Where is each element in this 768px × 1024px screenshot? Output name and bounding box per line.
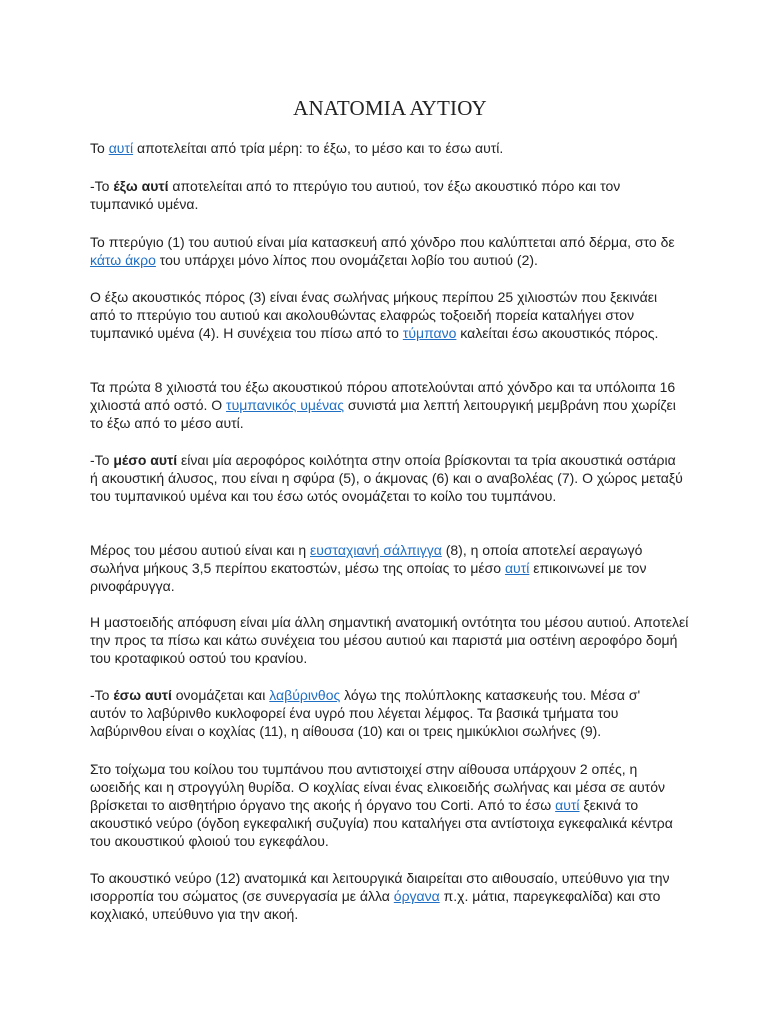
paragraph-eustachian-tube	[90, 541, 660, 595]
paragraph-pinna	[90, 233, 690, 269]
text-run: Το	[90, 140, 109, 156]
text-run: Ο έξω ακουστικός πόρος (3) είναι ένας σωλήνας μήκους περίπου 25 χιλιοστών που ξεκινάει από το πτερύγιο του αυτιού και ακολουθώντας ελαφρώς τοξοειδή πορεία καταλήγει στον τυμπανικό υμένα (4). Η συνέχεια του πίσω από το	[90, 289, 658, 341]
paragraph-ear-canal	[90, 288, 680, 342]
text-run: Το πτερύγιο (1) του αυτιού είναι μία κατασκευή από χόνδρο που καλύπτεται από δέρμα, στο δε	[90, 234, 675, 250]
paragraph-intro	[90, 139, 690, 157]
text-run: π.χ. μάτια, παρεγκεφαλίδα) και στο κοχλιακό, υπεύθυνο για την ακοή.	[90, 888, 661, 922]
text-run: -Το	[90, 687, 114, 703]
paragraph-outer-ear	[90, 177, 680, 213]
bold-term: έσω αυτί	[113, 687, 172, 703]
inline-link[interactable]: λαβύρινθος	[269, 687, 341, 703]
inline-link[interactable]: αυτί	[108, 140, 134, 156]
inline-link[interactable]: τύμπανο	[402, 325, 457, 341]
inline-link[interactable]: τυμπανικός υμένας	[226, 397, 345, 413]
bold-term: έξω αυτί	[113, 178, 169, 194]
text-run: Τα πρώτα 8 χιλιοστά του έξω ακουστικού πόρου αποτελούνται από χόνδρο και τα υπόλοιπα 16 χιλιοστά από οστό. Ο	[90, 379, 676, 413]
text-run: Η μαστοειδής απόφυση είναι μία άλλη σημαντική ανατομική οντότητα του μέσου αυτιού. Αποτελεί την προς τα πίσω και κάτω συνέχεια του μέσου αυτιού και παριστά μια οστέινη αεροφόρο δομή του κροταφικού οστού του κρανίου.	[90, 614, 689, 666]
text-run: Στο τοίχωμα του κοίλου του τυμπάνου που αντιστοιχεί στην αίθουσα υπάρχουν 2 οπές, η ωοειδής και η στρογγύλη θυρίδα. Ο κοχλίας είναι ένας ελικοειδής σωλήνας και μέσα σε αυτόν βρίσκεται το αισθητήριο όργανο της ακοής ή όργανο του Corti. Από το έσω	[90, 761, 665, 813]
inline-link[interactable]: κάτω άκρο	[90, 252, 156, 268]
text-run: του υπάρχει μόνο λίπος που ονομάζεται λοβίο του αυτιού (2).	[155, 252, 538, 268]
text-run: αποτελείται από τρία μέρη: το έξω, το μέσο και το έσω αυτί.	[133, 140, 504, 156]
bold-term: μέσο αυτί	[113, 452, 178, 468]
paragraph-windows-cochlea	[90, 760, 676, 850]
text-run: Το ακουστικό νεύρο (12) ανατομικά και λειτουργικά διαιρείται στο αιθουσαίο, υπεύθυνο για την ισορροπία του σώματος (σε συνεργασία με άλλα	[90, 870, 670, 904]
paragraph-acoustic-nerve	[90, 869, 680, 923]
document-title: ΑΝΑΤΟΜΙΑ ΑΥΤΙΟΥ	[293, 96, 487, 120]
text-run: είναι μία αεροφόρος κοιλότητα στην οποία βρίσκονται τα τρία ακουστικά οστάρια ή ακουστική άλυσος, που είναι η σφύρα (5), ο άκμονας (6) και ο αναβολέας (7). Ο χώρος μεταξύ του τυμπανικού υμένα και του έσω ωτός ονομάζεται το κοίλο του τυμπάνου.	[90, 452, 683, 504]
text-run: επικοινωνεί με τον ρινοφάρυγγα.	[90, 560, 647, 594]
paragraph-inner-ear	[90, 686, 680, 740]
text-run: συνιστά μια λεπτή λειτουργική μεμβράνη που χωρίζει το έξω από το μέσο αυτί.	[90, 397, 676, 431]
text-run: (8), η οποία αποτελεί αεραγωγό σωλήνα μήκους 3,5 περίπου εκατοστών, μέσω της οποίας το μέσο	[90, 542, 643, 576]
inline-link[interactable]: αυτί	[504, 560, 530, 576]
inline-link[interactable]: όργανα	[393, 888, 440, 904]
text-run: Μέρος του μέσου αυτιού είναι και η	[90, 542, 311, 558]
text-run: ξεκινά το ακουστικό νεύρο (όγδοη εγκεφαλική συζυγία) που καταλήγει στα αντίστοιχα εγκεφαλικά κέντρα του ακουστικού φλοιού του εγκεφάλου.	[90, 797, 673, 849]
paragraph-middle-ear	[90, 451, 686, 505]
text-run: ονομάζεται και	[171, 687, 270, 703]
text-run: -Το	[90, 452, 114, 468]
paragraph-canal-composition	[90, 378, 680, 432]
paragraph-mastoid	[90, 613, 690, 667]
text-run: -Το	[90, 178, 114, 194]
text-run: καλείται έσω ακουστικός πόρος.	[456, 325, 659, 341]
text-run: λόγω της πολύπλοκης κατασκευής του. Μέσα σ' αυτόν το λαβύρινθο κυκλοφορεί ένα υγρό που λέγεται λέμφος. Τα βασικά τμήματα του λαβύρινθου είναι ο κοχλίας (11), η αίθουσα (10) και οι τρεις ημικύκλιοι σωλήνες (9).	[90, 687, 641, 739]
document-page	[90, 0, 690, 922]
inline-link[interactable]: αυτί	[555, 797, 580, 813]
inline-link[interactable]: ευσταχιανή σάλπιγγα	[310, 542, 442, 558]
text-run: αποτελείται από το πτερύγιο του αυτιού, τον έξω ακουστικό πόρο και τον τυμπανικό υμένα.	[90, 178, 621, 212]
